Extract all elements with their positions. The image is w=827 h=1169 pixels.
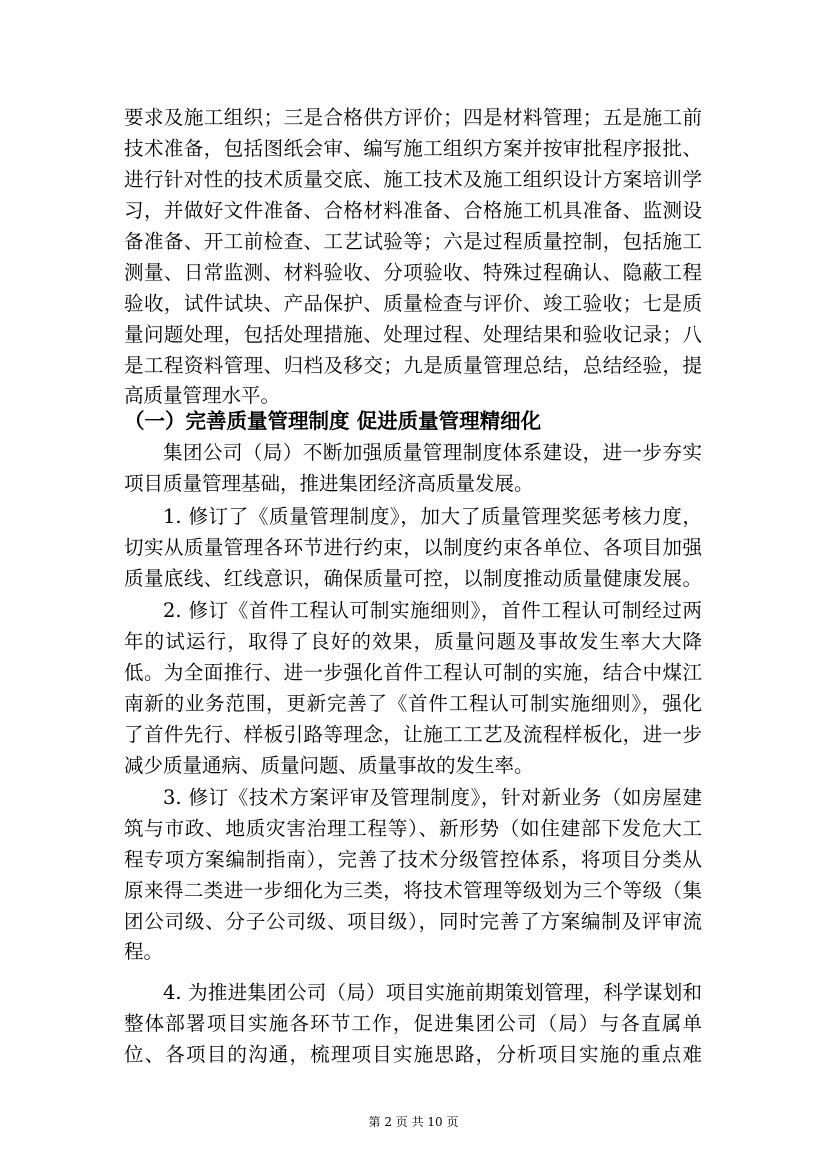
- paragraph-line: 备准备、开工前检查、工艺试验等；六是过程质量控制，包括施工: [124, 230, 702, 253]
- paragraph-line: 量问题处理，包括处理措施、处理过程、处理结果和验收记录；八: [124, 323, 702, 346]
- list-item-line: 程专项方案编制指南），完善了技术分级管控体系，将项目分类从: [124, 848, 702, 871]
- paragraph-line: 习，并做好文件准备、合格材料准备、合格施工机具准备、监测设: [124, 199, 702, 222]
- paragraph-line: 是工程资料管理、归档及移交；九是质量管理总结，总结经验，提: [124, 354, 702, 377]
- paragraph-line: 高质量管理水平。: [124, 384, 281, 407]
- list-item-line: 年的试运行，取得了良好的效果，质量问题及事故发生率大大降: [124, 630, 702, 653]
- list-item-line: 筑与市政、地质灾害治理工程等）、新形势（如住建部下发危大工: [124, 817, 702, 840]
- list-item-line: 程。: [124, 940, 164, 963]
- paragraph-line: 测量、日常监测、材料验收、分项验收、特殊过程确认、隐蔽工程: [124, 261, 702, 284]
- paragraph-line: 技术准备，包括图纸会审、编写施工组织方案并按审批程序报批、: [124, 137, 702, 160]
- list-item-line: 原来得二类进一步细化为三类，将技术管理等级划为三个等级（集: [124, 879, 702, 902]
- list-item-line: 南新的业务范围，更新完善了《首件工程认可制实施细则》，强化: [124, 692, 702, 715]
- paragraph-line: 进行针对性的技术质量交底、施工技术及施工组织设计方案培训学: [124, 168, 702, 191]
- paragraph-line: 集团公司（局）不断加强质量管理制度体系建设，进一步夯实: [163, 441, 702, 464]
- list-item-line: 低。为全面推行、进一步强化首件工程认可制的实施，结合中煤江: [124, 661, 702, 684]
- paragraph-line: 验收，试件试块、产品保护、质量检查与评价、竣工验收；七是质: [124, 292, 702, 315]
- list-item-line: 2. 修订《首件工程认可制实施细则》，首件工程认可制经过两: [163, 599, 702, 622]
- paragraph-line: 项目质量管理基础，推进集团经济高质量发展。: [124, 472, 534, 495]
- list-item-line: 切实从质量管理各环节进行约束，以制度约束各单位、各项目加强: [124, 536, 702, 559]
- page-number: 第 2 页 共 10 页: [368, 1115, 459, 1129]
- list-item-line: 了首件先行、样板引路等理念，让施工工艺及流程样板化，进一步: [124, 723, 702, 746]
- list-item-line: 减少质量通病、质量问题、质量事故的发生率。: [124, 754, 534, 777]
- section-heading: （一）完善质量管理制度 促进质量管理精细化: [124, 409, 542, 433]
- list-item-line: 质量底线、红线意识，确保质量可控，以制度推动质量健康发展。: [124, 567, 702, 590]
- list-item-line: 1. 修订了《质量管理制度》，加大了质量管理奖惩考核力度，: [163, 505, 702, 528]
- paragraph-line: 要求及施工组织；三是合格供方评价；四是材料管理；五是施工前: [124, 106, 702, 129]
- list-item-line: 4. 为推进集团公司（局）项目实施前期策划管理，科学谋划和: [163, 981, 702, 1004]
- list-item-line: 3. 修订《技术方案评审及管理制度》，针对新业务（如房屋建: [163, 786, 702, 809]
- list-item-line: 团公司级、分子公司级、项目级），同时完善了方案编制及评审流: [124, 910, 702, 933]
- list-item-line: 位、各项目的沟通，梳理项目实施思路，分析项目实施的重点难: [124, 1043, 702, 1066]
- list-item-line: 整体部署项目实施各环节工作，促进集团公司（局）与各直属单: [124, 1012, 702, 1035]
